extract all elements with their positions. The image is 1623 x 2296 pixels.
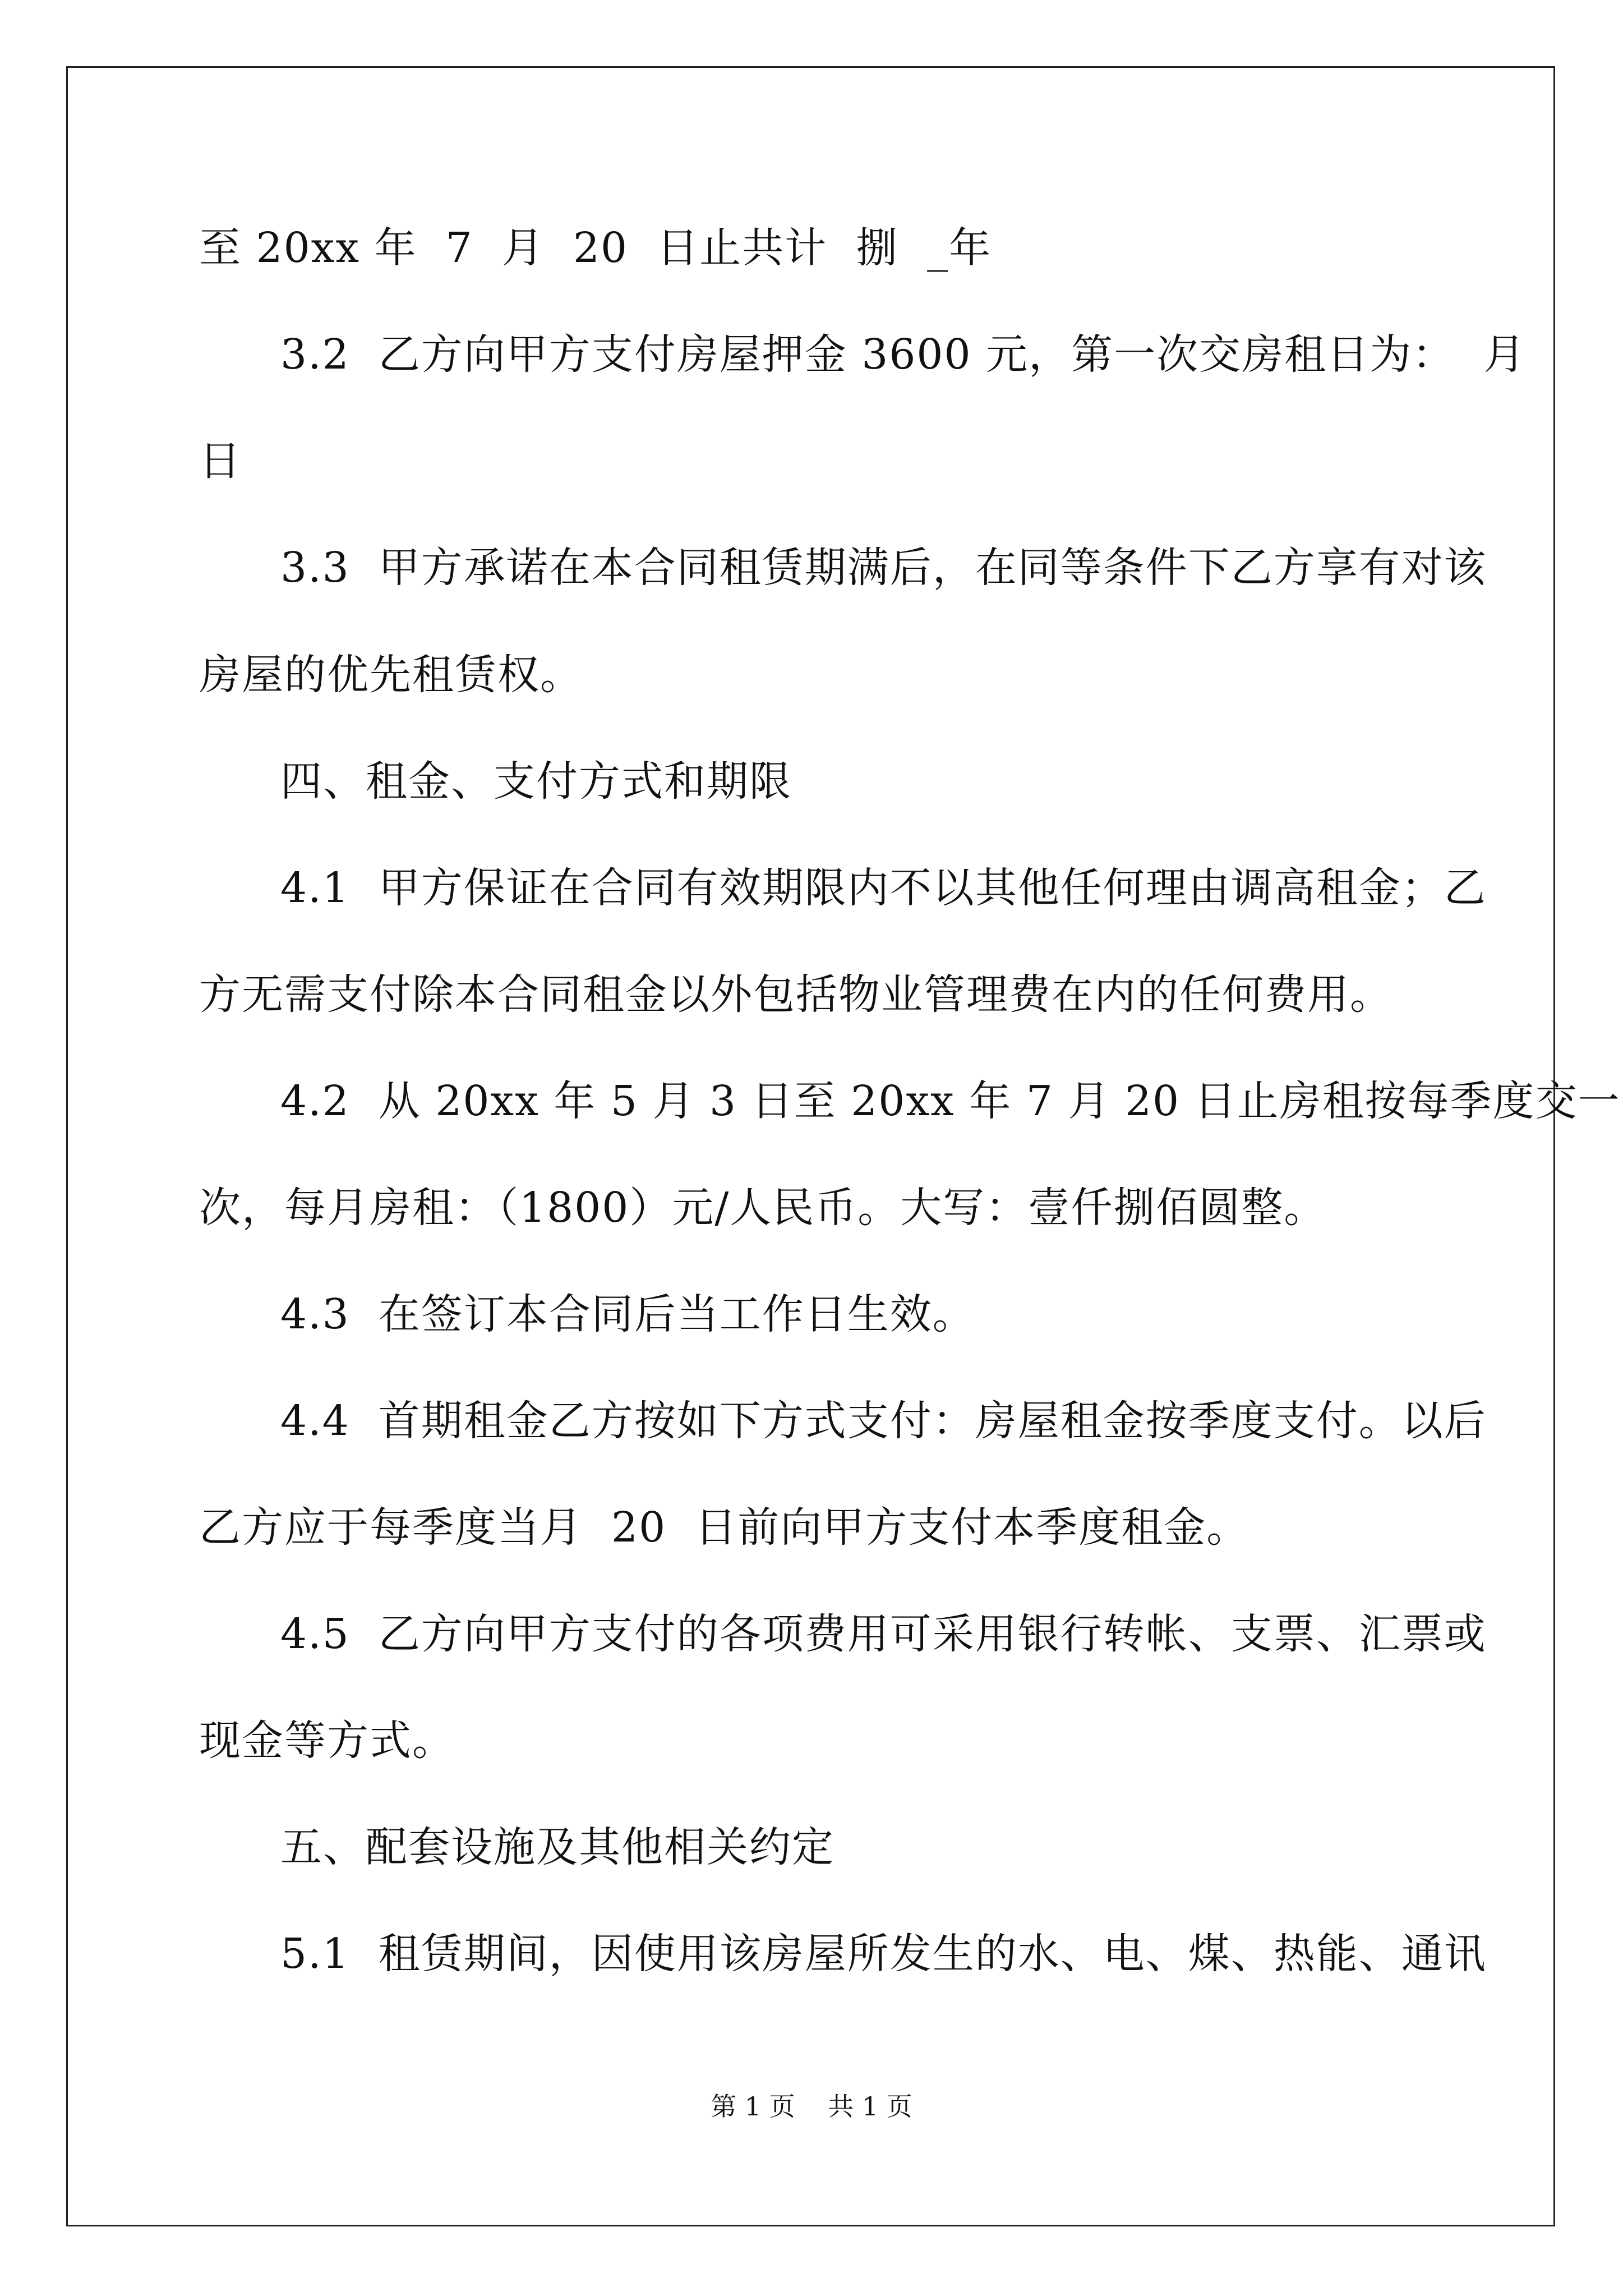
line-13: 乙方应于每季度当月 20 日前向甲方支付本季度租金。 bbox=[199, 1503, 1249, 1552]
line-15: 现金等方式。 bbox=[199, 1717, 455, 1765]
line-17: 5.1 租赁期间，因使用该房屋所发生的水、电、煤、热能、通讯 bbox=[280, 1930, 1487, 1978]
section-heading-4: 四、租金、支付方式和期限 bbox=[280, 757, 792, 806]
page-border bbox=[66, 66, 1621, 2226]
line-8: 方无需支付除本合同租金以外包括物业管理费在内的任何费用。 bbox=[199, 970, 1393, 1019]
line-1: 至 20xx 年 7 月 20 日止共计 捌 _年 bbox=[199, 224, 992, 272]
line-2: 3.2 乙方向甲方支付房屋押金 3600 元，第一次交房租日为： 月 bbox=[280, 330, 1527, 379]
line-14: 4.5 乙方向甲方支付的各项费用可采用银行转帐、支票、汇票或 bbox=[280, 1610, 1487, 1658]
line-7: 4.1 甲方保证在合同有效期限内不以其他任何理由调高租金；乙 bbox=[280, 864, 1487, 912]
line-3: 日 bbox=[199, 437, 242, 485]
page-footer: 第 1 页 共 1 页 bbox=[711, 2091, 912, 2122]
line-12: 4.4 首期租金乙方按如下方式支付：房屋租金按季度支付。以后 bbox=[280, 1397, 1487, 1445]
line-9: 4.2 从 20xx 年 5 月 3 日至 20xx 年 7 月 20 日止房租按每季度交一 bbox=[280, 1077, 1621, 1125]
line-4: 3.3 甲方承诺在本合同租赁期满后，在同等条件下乙方享有对该 bbox=[280, 544, 1487, 592]
section-heading-5: 五、配套设施及其他相关约定 bbox=[280, 1823, 834, 1871]
line-11: 4.3 在签订本合同后当工作日生效。 bbox=[280, 1290, 975, 1338]
line-5: 房屋的优先租赁权。 bbox=[199, 651, 583, 699]
line-10: 次，每月房租：（1800）元/人民币。大写：壹仟捌佰圆整。 bbox=[199, 1184, 1327, 1232]
